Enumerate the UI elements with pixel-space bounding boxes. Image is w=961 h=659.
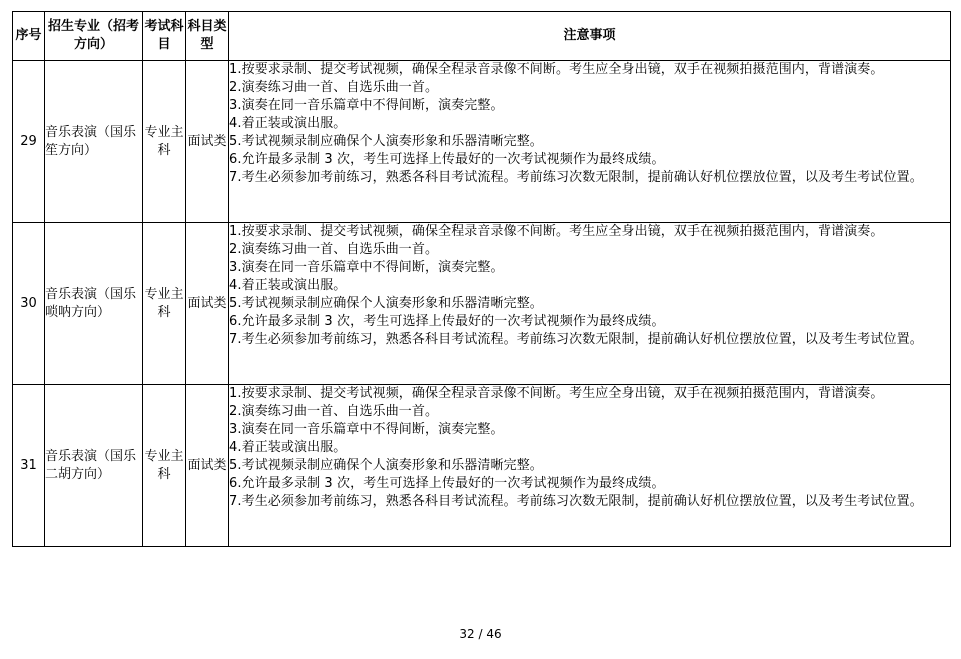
note-line: 7.考生必须参加考前练习，熟悉各科目考试流程。考前练习次数无限制，提前确认好机位摆放位置，以及考生考试位置。: [229, 494, 923, 509]
note-line: 2.演奏练习曲一首、自选乐曲一首。: [229, 242, 439, 257]
note-line: 2.演奏练习曲一首、自选乐曲一首。: [229, 404, 439, 419]
header-major: 招生专业（招考方向）: [45, 12, 143, 61]
header-exam-subject: 考试科目: [143, 12, 186, 61]
row-index: 31: [13, 385, 45, 547]
row-exam-subject: 专业主科: [143, 61, 186, 223]
header-subject-type: 科目类型: [186, 12, 229, 61]
note-line: 6.允许最多录制 3 次，考生可选择上传最好的一次考试视频作为最终成绩。: [229, 152, 665, 167]
exam-requirements-table: [12, 11, 951, 547]
note-line: 2.演奏练习曲一首、自选乐曲一首。: [229, 80, 439, 95]
note-line: 5.考试视频录制应确保个人演奏形象和乐器清晰完整。: [229, 458, 543, 473]
note-line: 3.演奏在同一音乐篇章中不得间断，演奏完整。: [229, 98, 504, 113]
note-line: 7.考生必须参加考前练习，熟悉各科目考试流程。考前练习次数无限制，提前确认好机位摆放位置，以及考生考试位置。: [229, 170, 923, 185]
row-subject-type: 面试类: [186, 385, 229, 547]
row-major: 音乐表演（国乐唢呐方向）: [45, 223, 143, 385]
note-line: 1.按要求录制、提交考试视频，确保全程录音录像不间断。考生应全身出镜，双手在视频拍摄范围内，背谱演奏。: [229, 224, 884, 239]
table-row: [13, 61, 951, 223]
row-index: 30: [13, 223, 45, 385]
header-index: 序号: [13, 12, 45, 61]
note-line: 6.允许最多录制 3 次，考生可选择上传最好的一次考试视频作为最终成绩。: [229, 314, 665, 329]
note-line: 1.按要求录制、提交考试视频，确保全程录音录像不间断。考生应全身出镜，双手在视频拍摄范围内，背谱演奏。: [229, 386, 884, 401]
row-notes: [229, 223, 951, 385]
note-line: 1.按要求录制、提交考试视频，确保全程录音录像不间断。考生应全身出镜，双手在视频拍摄范围内，背谱演奏。: [229, 62, 884, 77]
row-index: 29: [13, 61, 45, 223]
row-exam-subject: 专业主科: [143, 385, 186, 547]
row-major: 音乐表演（国乐二胡方向）: [45, 385, 143, 547]
row-subject-type: 面试类: [186, 61, 229, 223]
row-major: 音乐表演（国乐笙方向）: [45, 61, 143, 223]
page-indicator: 32 / 46: [459, 627, 502, 641]
note-line: 7.考生必须参加考前练习，熟悉各科目考试流程。考前练习次数无限制，提前确认好机位摆放位置，以及考生考试位置。: [229, 332, 923, 347]
table-row: [13, 223, 951, 385]
header-notes: 注意事项: [229, 12, 951, 61]
note-line: 3.演奏在同一音乐篇章中不得间断，演奏完整。: [229, 260, 504, 275]
row-notes: [229, 385, 951, 547]
note-line: 6.允许最多录制 3 次，考生可选择上传最好的一次考试视频作为最终成绩。: [229, 476, 665, 491]
table-row: [13, 385, 951, 547]
row-exam-subject: 专业主科: [143, 223, 186, 385]
table-header-row: [13, 12, 951, 61]
note-line: 3.演奏在同一音乐篇章中不得间断，演奏完整。: [229, 422, 504, 437]
note-line: 5.考试视频录制应确保个人演奏形象和乐器清晰完整。: [229, 134, 543, 149]
note-line: 4.着正装或演出服。: [229, 116, 347, 131]
note-line: 4.着正装或演出服。: [229, 278, 347, 293]
note-line: 5.考试视频录制应确保个人演奏形象和乐器清晰完整。: [229, 296, 543, 311]
note-line: 4.着正装或演出服。: [229, 440, 347, 455]
row-subject-type: 面试类: [186, 223, 229, 385]
row-notes: [229, 61, 951, 223]
